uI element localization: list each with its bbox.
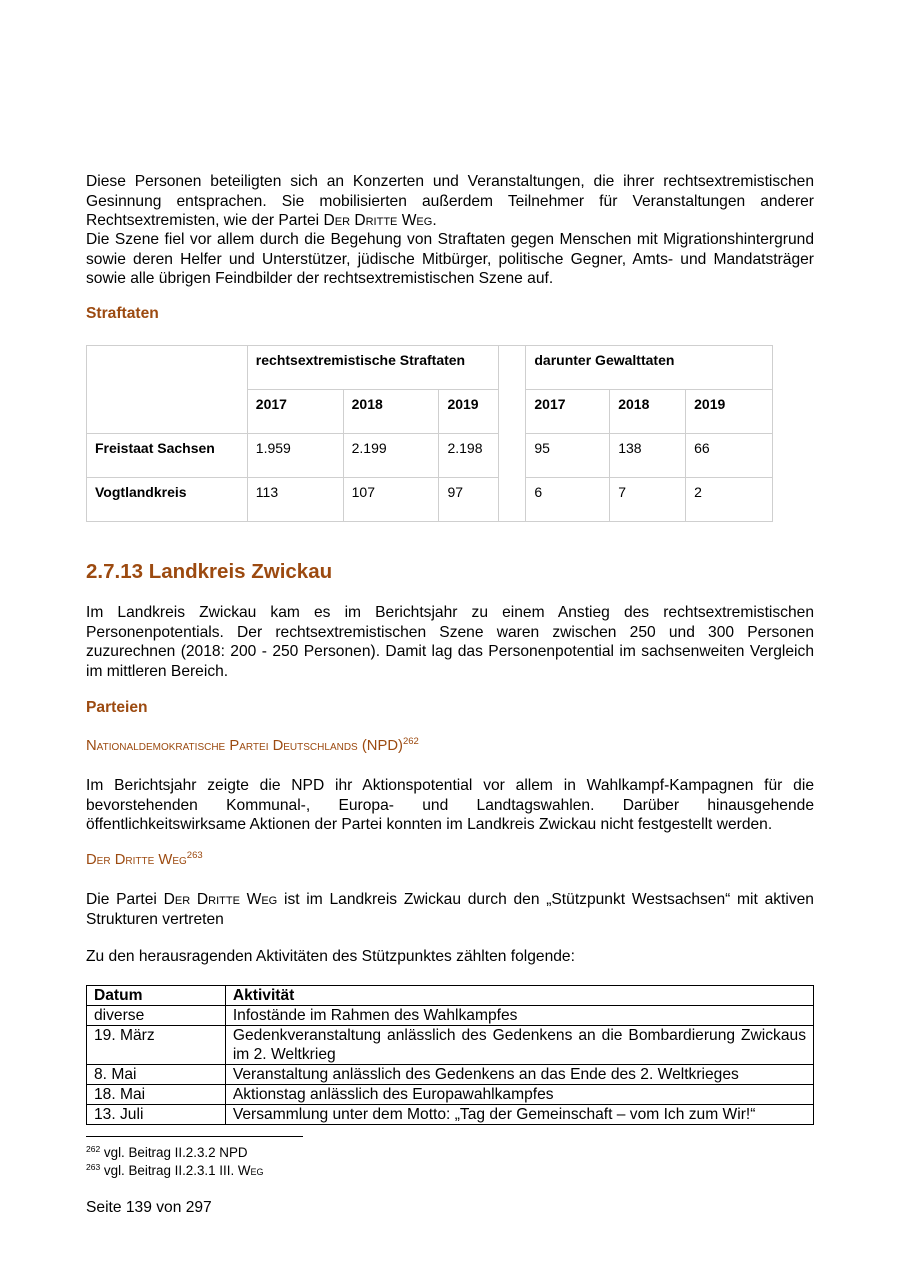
value-cell: 1.959 [247,434,343,478]
table-row [87,1105,814,1125]
column-header-datum: Datum [87,986,226,1006]
footnote-262: $^{262}$ vgl. Beitrag II.2.3.2 NPD [86,1144,248,1160]
party-name-ddw: Der Dritte Weg [323,212,433,230]
intro-paragraph-1: Diese Personen beteiligten sich an Konzerten und Veranstaltungen, die ihrer rechtsextremistischen Gesinnung entsprachen. Sie mobilisierten außerdem Teilnehmer für Veranstaltungen anderer Rechtsextremisten, wie der Partei Der Dritte Weg. [86,173,814,230]
straftaten-heading: Straftaten [86,305,159,322]
value-cell: 138 [610,434,686,478]
activity-date: 13. Juli [87,1105,226,1125]
header-group-rechtsextremistische: rechtsextremistische Straftaten [247,346,499,390]
value-cell: 2 [686,478,773,522]
npd-paragraph: Im Berichtsjahr zeigte die NPD ihr Aktionspotential vor allem in Wahlkampf-Kampagnen für die bevorstehenden Kommunal-, Europa- und Landtagswahlen. Darüber hinausgehende öffentlichkeitswirksame Aktionen der Partei konnten im Landkreis Zwickau nicht festgestellt werden. [86,777,814,834]
party-name-ddw: Der Dritte Weg [163,891,278,908]
empty-corner-cell [87,346,248,434]
section-title: 2.7.13 Landkreis Zwickau [86,560,333,583]
activity-text: Versammlung unter dem Motto: „Tag der Gemeinschaft – vom Ich zum Wir!“ [225,1105,813,1125]
value-cell: 7 [610,478,686,522]
value-cell: 66 [686,434,773,478]
value-cell: 107 [343,478,439,522]
footnote-263: $^{263}$ vgl. Beitrag II.2.3.1 III. Weg [86,1162,264,1178]
value-cell: 97 [439,478,499,522]
year-header: 2017 [526,390,610,434]
table-row [87,1065,814,1085]
straftaten-table [86,345,773,522]
footnote-ref: 263 [186,850,203,861]
intro-paragraph-2: Die Szene fiel vor allem durch die Begehung von Straftaten gegen Menschen mit Migrationshintergrund sowie deren Helfer und Unterstützer, jüdische Mitbürger, politische Gegner, Amts- und Mandatsträger sowie alle übrigen Feindbilder der rechtsextremistischen Szene auf. [86,231,814,288]
table-row [87,1026,814,1065]
ddw-subheading: Der Dritte Weg$^{263}$ [86,850,203,868]
table-row [87,478,773,522]
activity-text: Infostände im Rahmen des Wahlkampfes [225,1006,813,1026]
parteien-heading: Parteien [86,699,148,716]
activities-table [86,985,814,1125]
year-header: 2018 [610,390,686,434]
value-cell: 2.199 [343,434,439,478]
footnote-separator [86,1136,303,1137]
npd-subheading: Nationaldemokratische Partei Deutschlands (NPD)$^{262}$ [86,736,419,754]
header-group-gewalttaten: darunter Gewalttaten [526,346,773,390]
table-row [87,1006,814,1026]
value-cell: 2.198 [439,434,499,478]
page-number: Seite 139 von 297 [86,1199,212,1216]
ddw-paragraph: Die Partei Der Dritte Weg ist im Landkreis Zwickau durch den „Stützpunkt Westsachsen“ mit aktiven Strukturen vertreten [86,891,814,928]
value-cell: 113 [247,478,343,522]
activity-text: Veranstaltung anlässlich des Gedenkens an das Ende des 2. Weltkrieges [225,1065,813,1085]
year-header: 2019 [439,390,499,434]
activity-text: Aktionstag anlässlich des Europawahlkampfes [225,1085,813,1105]
year-header: 2019 [686,390,773,434]
region-label: Vogtlandkreis [87,478,248,522]
table-header-row [87,986,814,1006]
table-row [87,434,773,478]
activity-date: 19. März [87,1026,226,1065]
year-header: 2018 [343,390,439,434]
activity-date: 18. Mai [87,1085,226,1105]
activity-date: diverse [87,1006,226,1026]
activity-date: 8. Mai [87,1065,226,1085]
value-cell: 6 [526,478,610,522]
value-cell: 95 [526,434,610,478]
activity-text: Gedenkveranstaltung anlässlich des Gedenkens an die Bombardierung Zwickaus im 2. Weltkrieg [225,1026,813,1065]
table-row [87,1085,814,1105]
section-paragraph: Im Landkreis Zwickau kam es im Berichtsjahr zu einem Anstieg des rechtsextremistischen Personenpotentials. Der rechtsextremistischen Szene waren zwischen 250 und 300 Personen zuzurechnen (2018: 200 - 250 Personen). Damit lag das Personenpotential im sachsenweiten Vergleich im mittleren Bereich. [86,604,814,680]
column-header-aktivitaet: Aktivität [225,986,813,1006]
footnote-ref: 262 [402,736,419,747]
region-label: Freistaat Sachsen [87,434,248,478]
spacer-cell [499,346,526,522]
table-row [87,346,773,390]
activities-lead: Zu den herausragenden Aktivitäten des Stützpunktes zählten folgende: [86,948,575,965]
year-header: 2017 [247,390,343,434]
